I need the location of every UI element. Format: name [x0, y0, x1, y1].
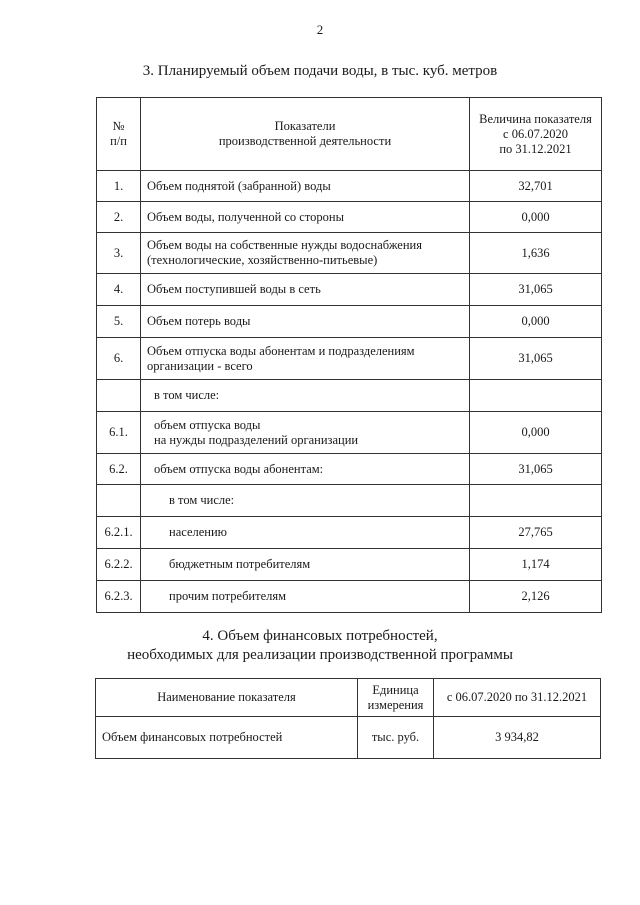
row-name: в том числе: [141, 485, 470, 517]
row-num [97, 485, 141, 517]
row-value: 3 934,82 [434, 717, 601, 759]
row-num: 6.2.1. [97, 517, 141, 549]
table-row [97, 485, 602, 517]
financial-needs-table [95, 678, 601, 759]
table-header-row [96, 679, 601, 717]
water-supply-table [96, 97, 602, 613]
header-value-line1: Величина показателя [479, 111, 592, 126]
table-row [97, 202, 602, 233]
row-value: 1,636 [470, 233, 602, 274]
header-name-line2: производственной деятельности [218, 134, 392, 148]
table-row [97, 549, 602, 581]
header-num [97, 98, 141, 171]
row-name: Объем потерь воды [141, 306, 470, 338]
row-value: 2,126 [470, 581, 602, 613]
section-3-title: 3. Планируемый объем подачи воды, в тыс. куб. метров [142, 63, 498, 79]
section-4-title-line2: необходимых для реализации производственной программы [127, 647, 513, 663]
row-name-line1: Объем отпуска воды абонентам и подразделениям [147, 343, 415, 358]
header-value-line2: с 06.07.2020 [503, 126, 568, 141]
header-indicator-name: Наименование показателя [96, 679, 358, 717]
table-row [97, 306, 602, 338]
row-num: 6.1. [97, 412, 141, 454]
row-value: 0,000 [470, 412, 602, 454]
row-value [470, 380, 602, 412]
row-value: 27,765 [470, 517, 602, 549]
section-4-title-line1: 4. Объем финансовых потребностей, [202, 628, 438, 644]
table-row [97, 581, 602, 613]
row-name [141, 338, 470, 380]
row-name: Объем воды, полученной со стороны [141, 202, 470, 233]
row-name-line2: (технологические, хозяйственно-питьевые) [147, 253, 378, 267]
table-row [97, 338, 602, 380]
row-value: 32,701 [470, 171, 602, 202]
row-num: 6.2.2. [97, 549, 141, 581]
section-4-title [0, 627, 640, 665]
row-name: Объем поступившей воды в сеть [141, 274, 470, 306]
row-name: прочим потребителям [141, 581, 470, 613]
row-num: 6.2.3. [97, 581, 141, 613]
row-name [141, 233, 470, 274]
table-header-row [97, 98, 602, 171]
row-num: 5. [97, 306, 141, 338]
row-num: 4. [97, 274, 141, 306]
header-value-line3: по 31.12.2021 [499, 141, 572, 156]
header-name [141, 98, 470, 171]
table-row [97, 233, 602, 274]
row-num: 3. [97, 233, 141, 274]
row-name: в том числе: [141, 380, 470, 412]
page-number: 2 [316, 22, 324, 37]
table-row [97, 171, 602, 202]
header-period: с 06.07.2020 по 31.12.2021 [434, 679, 601, 717]
row-unit: тыс. руб. [358, 717, 434, 759]
row-num: 2. [97, 202, 141, 233]
row-name-line2: организации - всего [147, 358, 253, 373]
row-value: 31,065 [470, 338, 602, 380]
row-num: 1. [97, 171, 141, 202]
header-unit-line2: измерения [367, 697, 424, 712]
row-name [141, 412, 470, 454]
table-row [96, 717, 601, 759]
row-value: 31,065 [470, 454, 602, 485]
row-name: бюджетным потребителям [141, 549, 470, 581]
header-unit-line1: Единица [372, 682, 419, 697]
row-value: 1,174 [470, 549, 602, 581]
header-name-line1: Показатели [274, 119, 336, 133]
row-value: 0,000 [470, 306, 602, 338]
row-name-line1: Объем воды на собственные нужды водоснабжения [147, 238, 422, 252]
header-value [470, 98, 602, 171]
row-name-line1: объем отпуска воды [154, 417, 261, 432]
header-unit [358, 679, 434, 717]
row-num: 6.2. [97, 454, 141, 485]
row-name: Объем поднятой (забранной) воды [141, 171, 470, 202]
row-num [97, 380, 141, 412]
table-row [97, 454, 602, 485]
table-row [97, 412, 602, 454]
row-name-line2: на нужды подразделений организации [154, 432, 359, 447]
row-name: населению [141, 517, 470, 549]
row-num: 6. [97, 338, 141, 380]
header-num-line1: № [112, 119, 125, 133]
row-value: 0,000 [470, 202, 602, 233]
table-row [97, 274, 602, 306]
row-value [470, 485, 602, 517]
table-row [97, 517, 602, 549]
header-num-line2: п/п [110, 134, 127, 148]
row-name: объем отпуска воды абонентам: [141, 454, 470, 485]
row-name: Объем финансовых потребностей [96, 717, 358, 759]
table-row [97, 380, 602, 412]
row-value: 31,065 [470, 274, 602, 306]
